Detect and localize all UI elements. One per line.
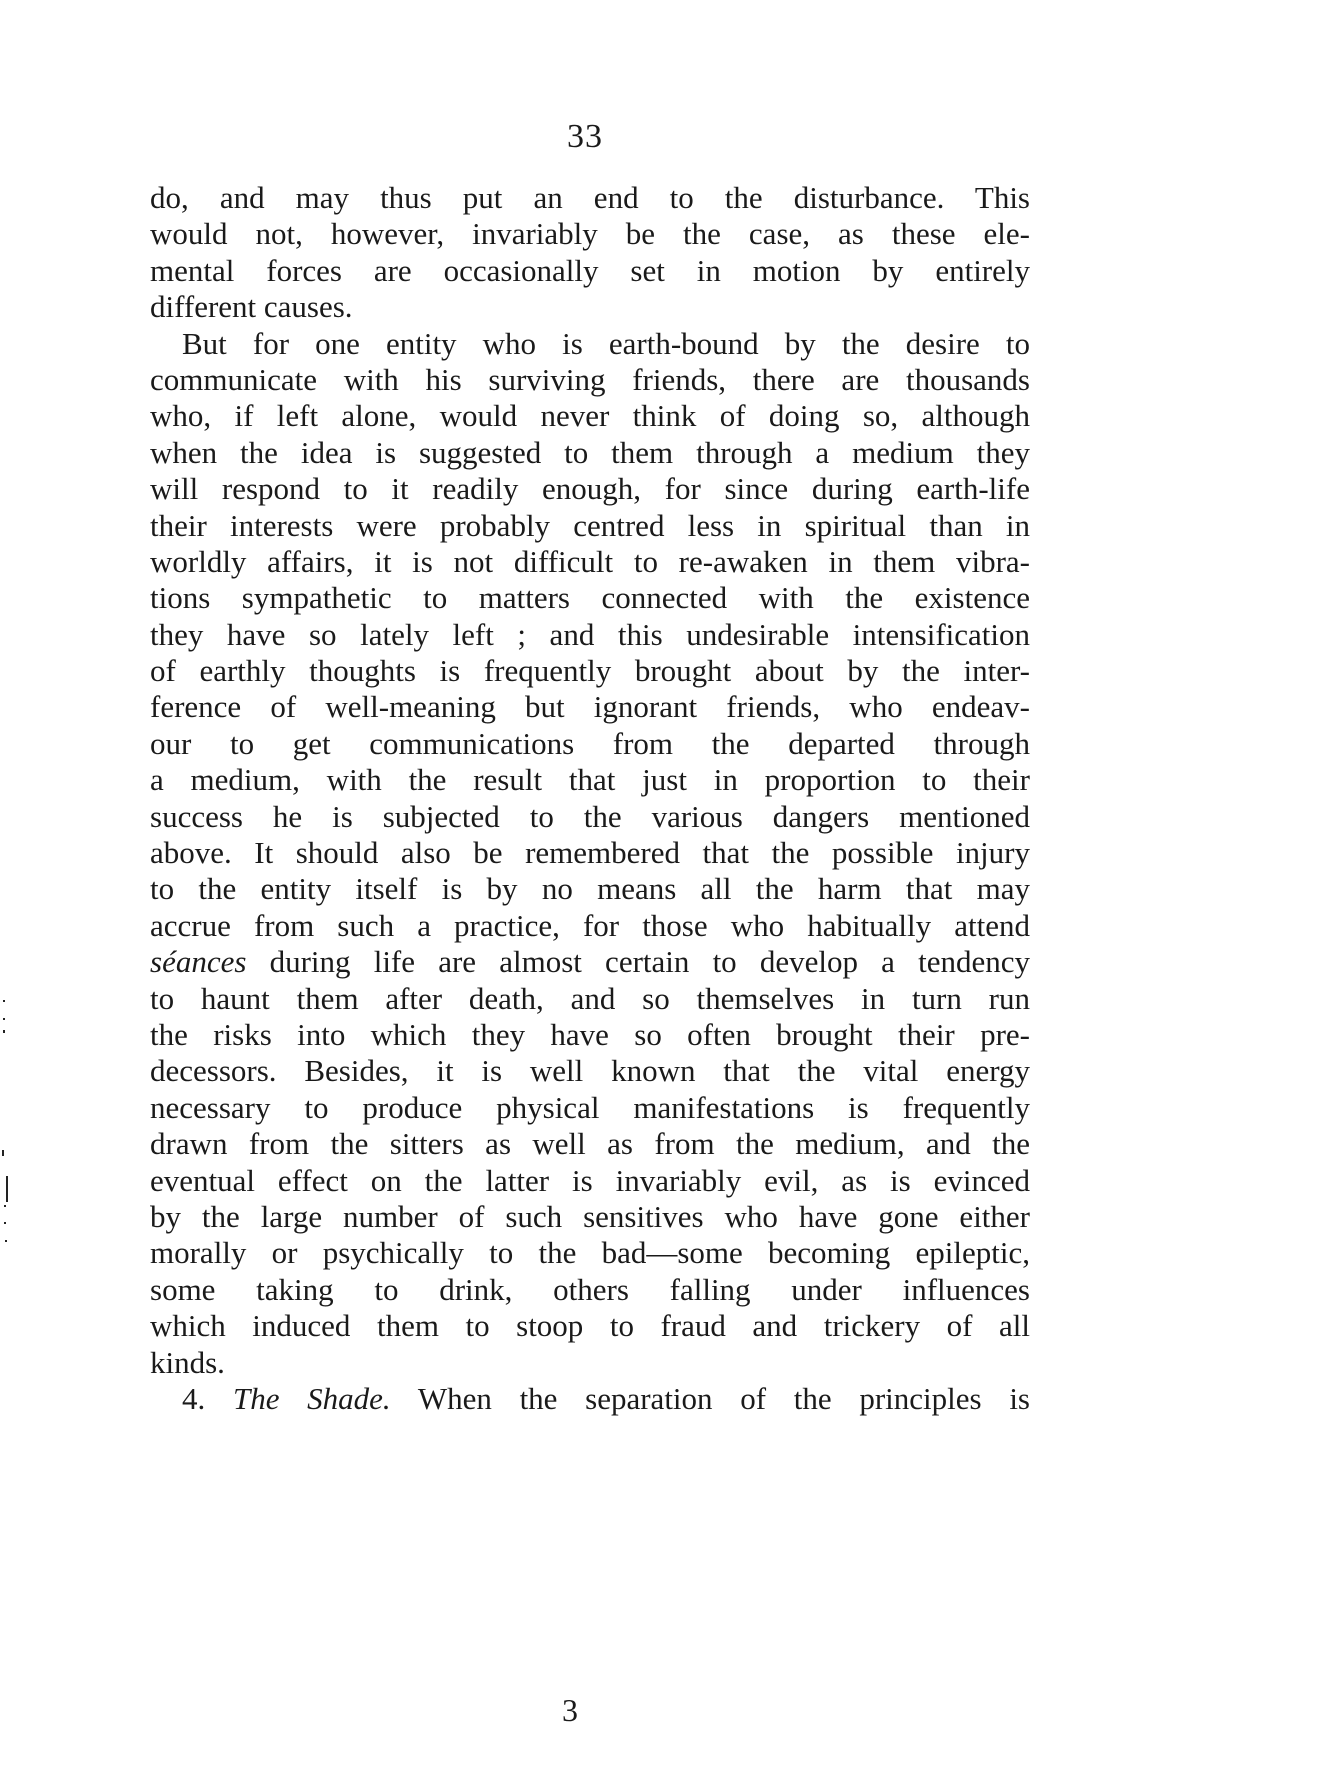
text-line: the risks into which they have so often brought their pre-: [150, 1016, 1030, 1052]
section-number: 4.: [182, 1380, 206, 1416]
paragraph-the-shade: [150, 1381, 1030, 1417]
body-text: [150, 180, 1030, 1417]
text-line: communicate with his surviving friends, there are thousands: [150, 361, 1030, 397]
text-line: to haunt them after death, and so themselves in turn run: [150, 980, 1030, 1016]
text-line: do, and may thus put an end to the disturbance. This: [150, 180, 1030, 215]
section-text: When the separation of the principles is: [417, 1380, 1030, 1416]
text-line: different causes.: [150, 289, 353, 325]
text-line: tions sympathetic to matters connected with the existence: [150, 580, 1030, 616]
text-line-shade-heading: [150, 1381, 1030, 1417]
paragraph-continuation: [150, 180, 1030, 326]
text-line: kinds.: [150, 1344, 225, 1380]
seances-line-rest: during life are almost certain to develop a tendency: [246, 944, 1030, 980]
scan-artifact: [2, 1150, 4, 1156]
text-line: success he is subjected to the various dangers mentioned: [150, 798, 1030, 834]
page-number: 33: [567, 118, 603, 155]
italic-word-seances: séances: [150, 944, 247, 980]
text-line: necessary to produce physical manifestations is frequently: [150, 1089, 1030, 1125]
scan-artifact: [4, 1205, 6, 1207]
scan-artifact: [4, 1222, 6, 1224]
paragraph-earth-bound: [150, 326, 1030, 1381]
text-line: to the entity itself is by no means all the harm that may: [150, 871, 1030, 907]
text-line: worldly affairs, it is not difficult to re-awaken in them vibra-: [150, 543, 1030, 579]
text-line: decessors. Besides, it is well known that the vital energy: [150, 1053, 1030, 1089]
text-line: by the large number of such sensitives who have gone either: [150, 1198, 1030, 1234]
text-line: accrue from such a practice, for those who habitually attend: [150, 907, 1030, 943]
text-line: But for one entity who is earth-bound by the desire to: [182, 325, 1030, 361]
text-line: some taking to drink, others falling under influences: [150, 1271, 1030, 1307]
signature-mark: 3: [562, 1692, 578, 1728]
text-line: drawn from the sitters as well as from the medium, and the: [150, 1126, 1030, 1162]
text-line: a medium, with the result that just in proportion to their: [150, 762, 1030, 798]
text-line-seances: [150, 944, 1030, 980]
text-line: our to get communications from the departed through: [150, 725, 1030, 761]
text-line: morally or psychically to the bad—some becoming epileptic,: [150, 1235, 1030, 1271]
text-line: who, if left alone, would never think of doing so, although: [150, 398, 1030, 434]
text-line: ference of well-meaning but ignorant friends, who endeav-: [150, 689, 1030, 725]
scan-artifact: [3, 1000, 5, 1002]
text-line: mental forces are occasionally set in motion by entirely: [150, 252, 1030, 288]
text-line: which induced them to stoop to fraud and trickery of all: [150, 1308, 1030, 1344]
section-heading: The Shade.: [232, 1380, 391, 1416]
text-line: they have so lately left ; and this undesirable intensification: [150, 616, 1030, 652]
scan-artifact: [3, 1030, 5, 1033]
scan-artifact: [3, 1018, 5, 1020]
text-line: eventual effect on the latter is invariably evil, as is evinced: [150, 1162, 1030, 1198]
scan-artifact: [5, 1240, 7, 1242]
text-line: of earthly thoughts is frequently brought about by the inter-: [150, 653, 1030, 689]
text-line: would not, however, invariably be the case, as these ele-: [150, 216, 1030, 252]
scan-artifact: [6, 1176, 8, 1202]
text-line: above. It should also be remembered that the possible injury: [150, 835, 1030, 871]
text-line: when the idea is suggested to them through a medium they: [150, 434, 1030, 470]
text-line: their interests were probably centred less in spiritual than in: [150, 507, 1030, 543]
text-line: will respond to it readily enough, for since during earth-life: [150, 471, 1030, 507]
